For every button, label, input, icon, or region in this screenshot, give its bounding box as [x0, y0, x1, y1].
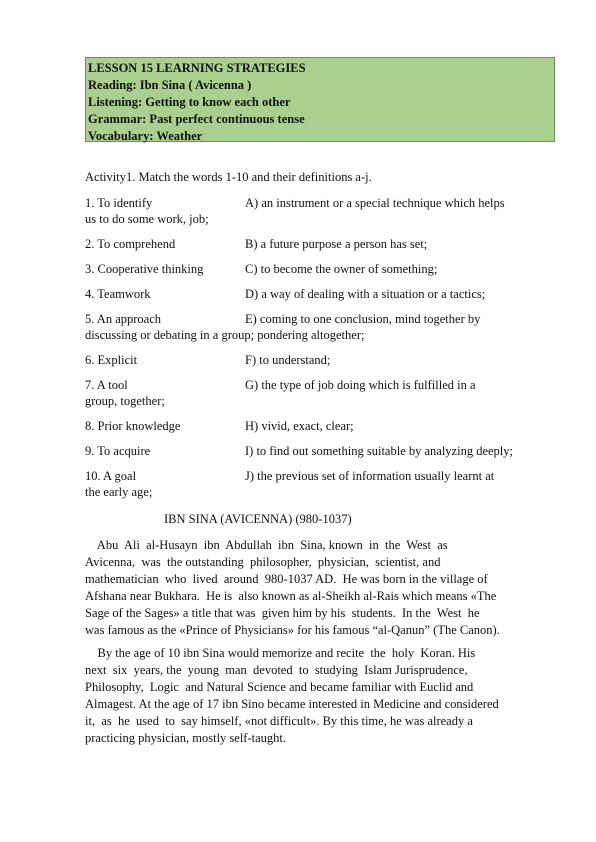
- paragraph-line: practicing physician, mostly self-taught.: [85, 731, 286, 745]
- vocabulary-topic: Vocabulary: Weather: [88, 129, 203, 143]
- grammar-topic: Grammar: Past perfect continuous tense: [88, 112, 305, 126]
- match-term: 2. To comprehend: [85, 237, 176, 251]
- match-definition-continued: the early age;: [85, 485, 153, 499]
- lesson-header-box: [85, 57, 555, 142]
- match-item: [85, 195, 555, 227]
- match-item: [85, 468, 555, 500]
- lesson-title: LESSON 15 LEARNING STRATEGIES: [88, 61, 306, 75]
- match-item: [85, 311, 555, 343]
- paragraph-line: Abu Ali al-Husayn ibn Abdullah ibn Sina, known in the West as: [85, 538, 448, 552]
- match-term: 8. Prior knowledge: [85, 419, 181, 433]
- match-term: 9. To acquire: [85, 444, 151, 458]
- match-term: 10. A goal: [85, 469, 137, 483]
- match-definition: H) vivid, exact, clear;: [245, 419, 354, 433]
- paragraph-line: Avicenna, was the outstanding philosopher, physician, scientist, and: [85, 555, 441, 569]
- match-item: [85, 377, 555, 409]
- match-term: 6. Explicit: [85, 353, 138, 367]
- match-definition-continued: us to do some work, job;: [85, 212, 209, 226]
- reading-paragraph-2: [85, 645, 555, 747]
- paragraph-line: Almagest. At the age of 17 ibn Sino became interested in Medicine and considered: [85, 697, 499, 711]
- paragraph-line: Philosophy, Logic and Natural Science and became familiar with Euclid and: [85, 680, 474, 694]
- paragraph-line: By the age of 10 ibn Sina would memorize and recite the holy Koran. His: [85, 646, 476, 660]
- match-definition: B) a future purpose a person has set;: [245, 237, 428, 251]
- paragraph-line: was famous as the «Prince of Physicians» for his famous “al-Qanun” (The Canon).: [85, 623, 500, 637]
- match-term: 7. A tool: [85, 378, 128, 392]
- match-definition: A) an instrument or a special technique which helps: [245, 196, 505, 210]
- match-item: [85, 352, 555, 368]
- match-list: [85, 195, 555, 509]
- match-item: [85, 286, 555, 302]
- paragraph-line: Sage of the Sages» a title that was given him by his students. In the West he: [85, 606, 480, 620]
- match-definition: J) the previous set of information usually learnt at: [245, 469, 495, 483]
- match-item: [85, 443, 555, 459]
- match-term: 4. Teamwork: [85, 287, 151, 301]
- paragraph-line: next six years, the young man devoted to studying Islam Jurisprudence,: [85, 663, 468, 677]
- paragraph-line: it, as he used to say himself, «not difficult». By this time, he was already a: [85, 714, 473, 728]
- reading-title: IBN SINA (AVICENNA) (980-1037): [164, 512, 352, 526]
- reading-paragraph-1: [85, 537, 555, 639]
- match-term: 3. Cooperative thinking: [85, 262, 204, 276]
- match-definition: C) to become the owner of something;: [245, 262, 438, 276]
- match-definition-continued: discussing or debating in a group; pondering altogether;: [85, 328, 365, 342]
- paragraph-line: Afshana near Bukhara. He is also known as al-Sheikh al-Rais which means «The: [85, 589, 497, 603]
- activity-instruction: Activity1. Match the words 1-10 and their definitions a-j.: [85, 170, 372, 184]
- match-definition: F) to understand;: [245, 353, 331, 367]
- match-definition-continued: group, together;: [85, 394, 165, 408]
- match-item: [85, 236, 555, 252]
- match-term: 1. To identify: [85, 196, 153, 210]
- reading-topic: Reading: Ibn Sina ( Avicenna ): [88, 78, 252, 92]
- match-definition: I) to find out something suitable by analyzing deeply;: [245, 444, 513, 458]
- paragraph-line: mathematician who lived around 980-1037 AD. He was born in the village of: [85, 572, 488, 586]
- match-definition: G) the type of job doing which is fulfilled in a: [245, 378, 476, 392]
- match-term: 5. An approach: [85, 312, 162, 326]
- match-item: [85, 418, 555, 434]
- match-definition: D) a way of dealing with a situation or a tactics;: [245, 287, 486, 301]
- listening-topic: Listening: Getting to know each other: [88, 95, 291, 109]
- match-item: [85, 261, 555, 277]
- match-definition: E) coming to one conclusion, mind together by: [245, 312, 481, 326]
